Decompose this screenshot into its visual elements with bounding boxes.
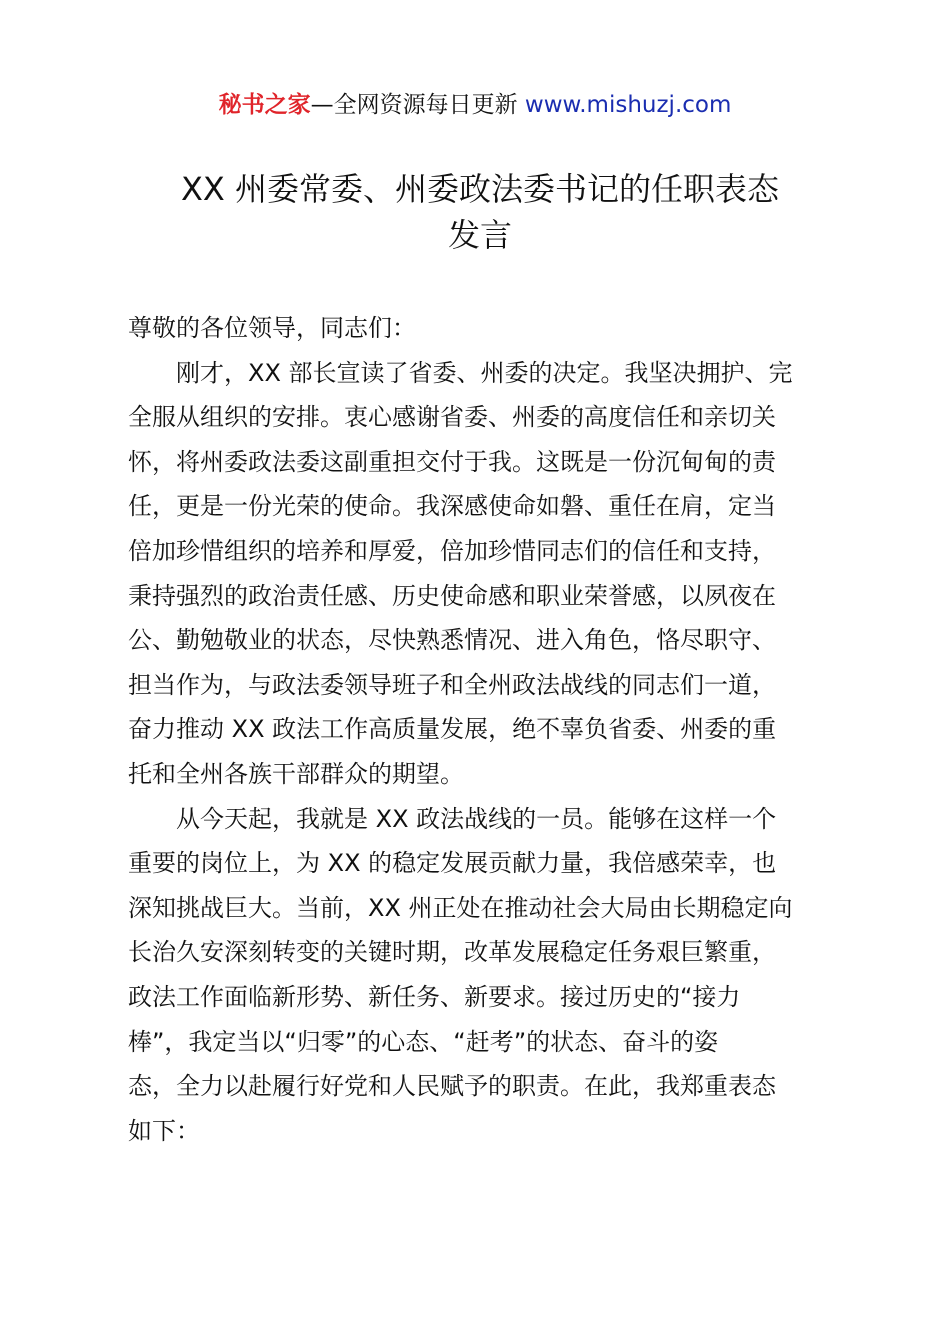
- paragraph-line: 长治久安深刻转变的关键时期，改革发展稳定任务艰巨繁重，: [128, 938, 776, 967]
- site-url-link[interactable]: www.mishuzj.com: [524, 92, 732, 118]
- paragraph-line: 托和全州各族干部群众的期望。: [128, 759, 464, 788]
- paragraph-line: 担当作为，与政法委领导班子和全州政法战线的同志们一道，: [128, 670, 776, 699]
- salutation: [128, 306, 838, 351]
- document-body: [128, 306, 838, 1153]
- paragraph-line: 如下：: [128, 1116, 200, 1145]
- salutation-line: 尊敬的各位领导，同志们：: [128, 314, 416, 342]
- paragraph-line: 秉持强烈的政治责任感、历史使命感和职业荣誉感，以夙夜在: [128, 581, 776, 610]
- paragraph-line: 全服从组织的安排。衷心感谢省委、州委的高度信任和亲切关: [128, 403, 776, 432]
- paragraph-line: 倍加珍惜组织的培养和厚爱，倍加珍惜同志们的信任和支持，: [128, 536, 776, 565]
- paragraph-line: 怀，将州委政法委这副重担交付于我。这既是一份沉甸甸的责: [128, 447, 776, 476]
- paragraph-line: 奋力推动 XX 政法工作高质量发展，绝不辜负省委、州委的重: [128, 715, 777, 744]
- paragraph-line: 态，全力以赴履行好党和人民赋予的职责。在此，我郑重表态: [128, 1072, 776, 1101]
- paragraph-line: 重要的岗位上，为 XX 的稳定发展贡献力量，我倍感荣幸，也: [128, 849, 777, 878]
- paragraph-line: 从今天起，我就是 XX 政法战线的一员。能够在这样一个: [176, 804, 777, 833]
- header-tagline: —全网资源每日更新: [310, 92, 518, 118]
- paragraph-line: 任，更是一份光荣的使命。我深感使命如磐、重任在肩，定当: [128, 492, 776, 521]
- paragraph-line: 政法工作面临新形势、新任务、新要求。接过历史的“接力: [128, 982, 741, 1011]
- title-line-2: 发言: [447, 216, 512, 254]
- paragraph-line: 深知挑战巨大。当前，XX 州正处在推动社会大局由长期稳定向: [128, 893, 793, 922]
- document-title: [120, 166, 840, 258]
- paragraph-line: 刚才，XX 部长宣读了省委、州委的决定。我坚决拥护、完: [176, 358, 793, 387]
- site-header: [0, 88, 950, 122]
- paragraph-2: [128, 797, 838, 1154]
- paragraph-line: 棒”，我定当以“归零”的心态、“赶考”的状态、奋斗的姿: [128, 1027, 719, 1056]
- paragraph-1: [128, 351, 838, 797]
- paragraph-line: 公、勤勉敬业的状态，尽快熟悉情况、进入角色，恪尽职守、: [128, 626, 776, 655]
- brand-name: 秘书之家: [218, 92, 311, 118]
- title-line-1: XX 州委常委、州委政法委书记的任职表态: [180, 170, 780, 208]
